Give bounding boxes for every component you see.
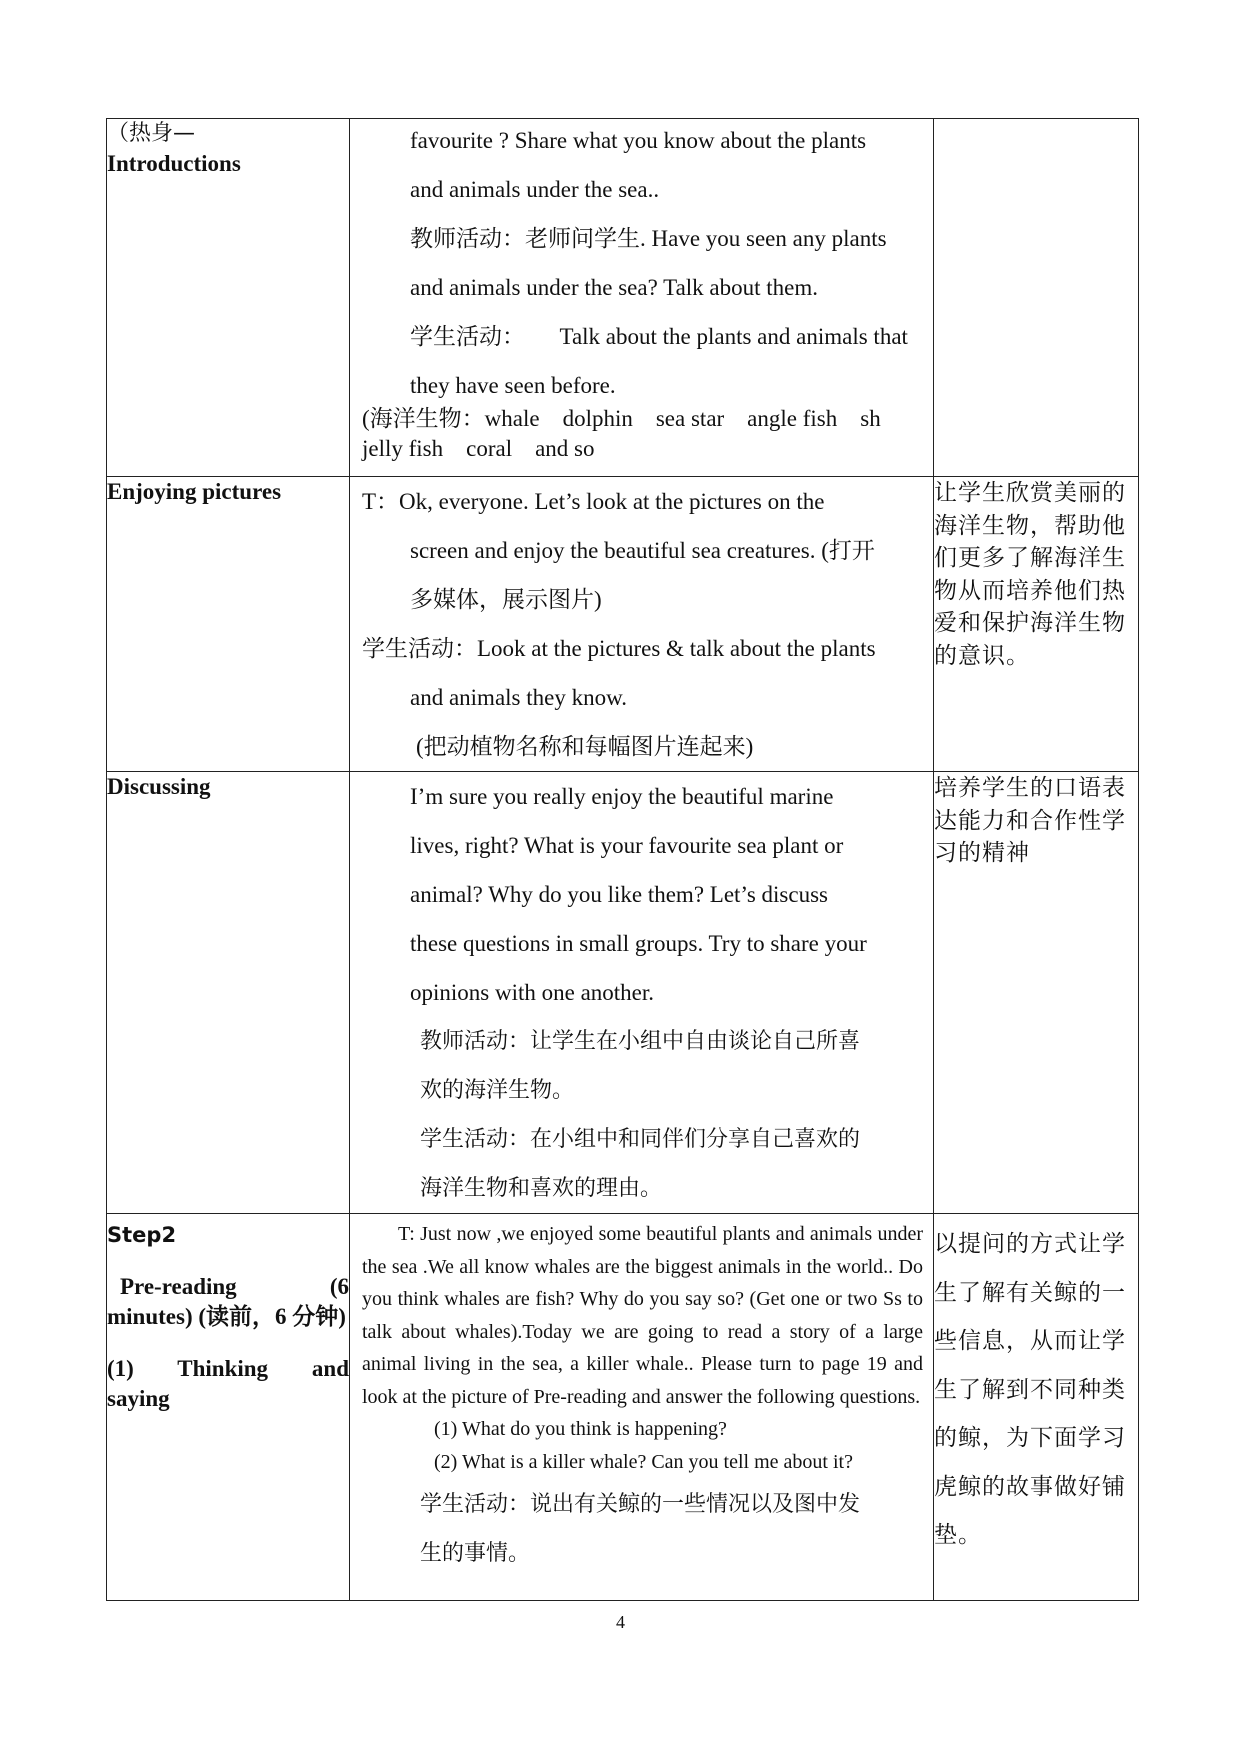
activity-line: 学生活动：Look at the pictures & talk about the plants: [362, 636, 876, 661]
activity-line: screen and enjoy the beautiful sea creatures. (打开: [410, 538, 875, 563]
purpose-cell: 让学生欣赏美丽的海洋生物，帮助他们更多了解海洋生物从而培养他们热爱和保护海洋生物的意识。: [934, 477, 1139, 772]
stage-cell: [107, 772, 350, 1214]
stage-cell: [107, 477, 350, 772]
activity-line: 教师活动：让学生在小组中自由谈论自己所喜: [420, 1029, 861, 1054]
stage-cell: [107, 119, 350, 477]
lesson-plan-table: [106, 118, 1139, 1601]
activity-line: 教师活动：老师问学生. Have you seen any plants: [410, 226, 887, 251]
stage-label: (1) Thinking and saying: [107, 1356, 349, 1411]
activity-cell: [350, 1214, 934, 1601]
activity-cell: [350, 119, 934, 477]
stage-label: Discussing: [107, 774, 211, 799]
stage-label: Introductions: [107, 151, 241, 176]
activity-line: 生的事情。: [420, 1541, 531, 1566]
purpose-cell: 以提问的方式让学生了解有关鲸的一些信息，从而让学生了解到不同种类的鲸，为下面学习虎鲸的故事做好铺垫。: [934, 1214, 1139, 1601]
question-item: (1) What do you think is happening?: [434, 1418, 727, 1440]
activity-line: lives, right? What is your favourite sea plant or: [410, 833, 844, 858]
activity-cell: [350, 477, 934, 772]
question-item: (2) What is a killer whale? Can you tell me about it?: [434, 1450, 853, 1473]
activity-line: T：Ok, everyone. Let’s look at the pictures on the: [362, 489, 825, 514]
purpose-cell: [934, 119, 1139, 477]
table-row: [107, 119, 1139, 477]
activity-line: 学生活动：说出有关鲸的一些情况以及图中发: [420, 1492, 861, 1517]
stage-label: Step2: [107, 1223, 177, 1247]
activity-line: animal? Why do you like them? Let’s discuss: [410, 882, 828, 907]
stage-cell: [107, 1214, 350, 1601]
activity-line: and animals they know.: [410, 685, 627, 710]
activity-line: (海洋生物：whale dolphin sea star angle fish sh: [362, 406, 881, 431]
page-number: 4: [616, 1612, 625, 1632]
activity-paragraph: [350, 1214, 933, 1478]
activity-line: and animals under the sea? Talk about them.: [410, 275, 819, 300]
stage-label: Enjoying pictures: [107, 479, 282, 504]
activity-line: jelly fish coral and so: [362, 436, 595, 461]
stage-label: （热身—: [107, 121, 196, 146]
activity-line: I’m sure you really enjoy the beautiful marine: [410, 784, 834, 809]
activity-line: these questions in small groups. Try to share your: [410, 931, 867, 956]
table-row: [107, 477, 1139, 772]
purpose-cell: 培养学生的口语表达能力和合作性学习的精神: [934, 772, 1139, 1214]
activity-line: 学生活动：在小组中和同伴们分享自己喜欢的: [420, 1127, 861, 1152]
activity-line: (把动植物名称和每幅图片连起来): [416, 734, 754, 759]
activity-line: they have seen before.: [410, 373, 616, 398]
activity-line: 欢的海洋生物。: [420, 1078, 575, 1103]
stage-label: Pre-reading (6 minutes) (读前，6 分钟): [107, 1274, 349, 1329]
activity-line: favourite ? Share what you know about the plants: [410, 128, 867, 153]
activity-line: opinions with one another.: [410, 980, 655, 1005]
activity-text: T: Just now ,we enjoyed some beautiful plants and animals under the sea .We all know whales are the biggest animals in the world.. Do you think whales are fish? Why do you say so? (Get one or two Ss to talk about whales).Today we are going to read a story of a large animal living in the sea, a killer whale.. Please turn to page 19 and look at the picture of Pre-reading and answer the following questions.: [362, 1223, 923, 1408]
activity-line: 海洋生物和喜欢的理由。: [420, 1176, 663, 1201]
activity-line: and animals under the sea..: [410, 177, 660, 202]
activity-line: 学生活动： Talk about the plants and animals that: [410, 324, 908, 349]
table-row: [107, 772, 1139, 1214]
activity-line: 多媒体，展示图片): [410, 587, 602, 612]
activity-cell: [350, 772, 934, 1214]
table-row: [107, 1214, 1139, 1601]
